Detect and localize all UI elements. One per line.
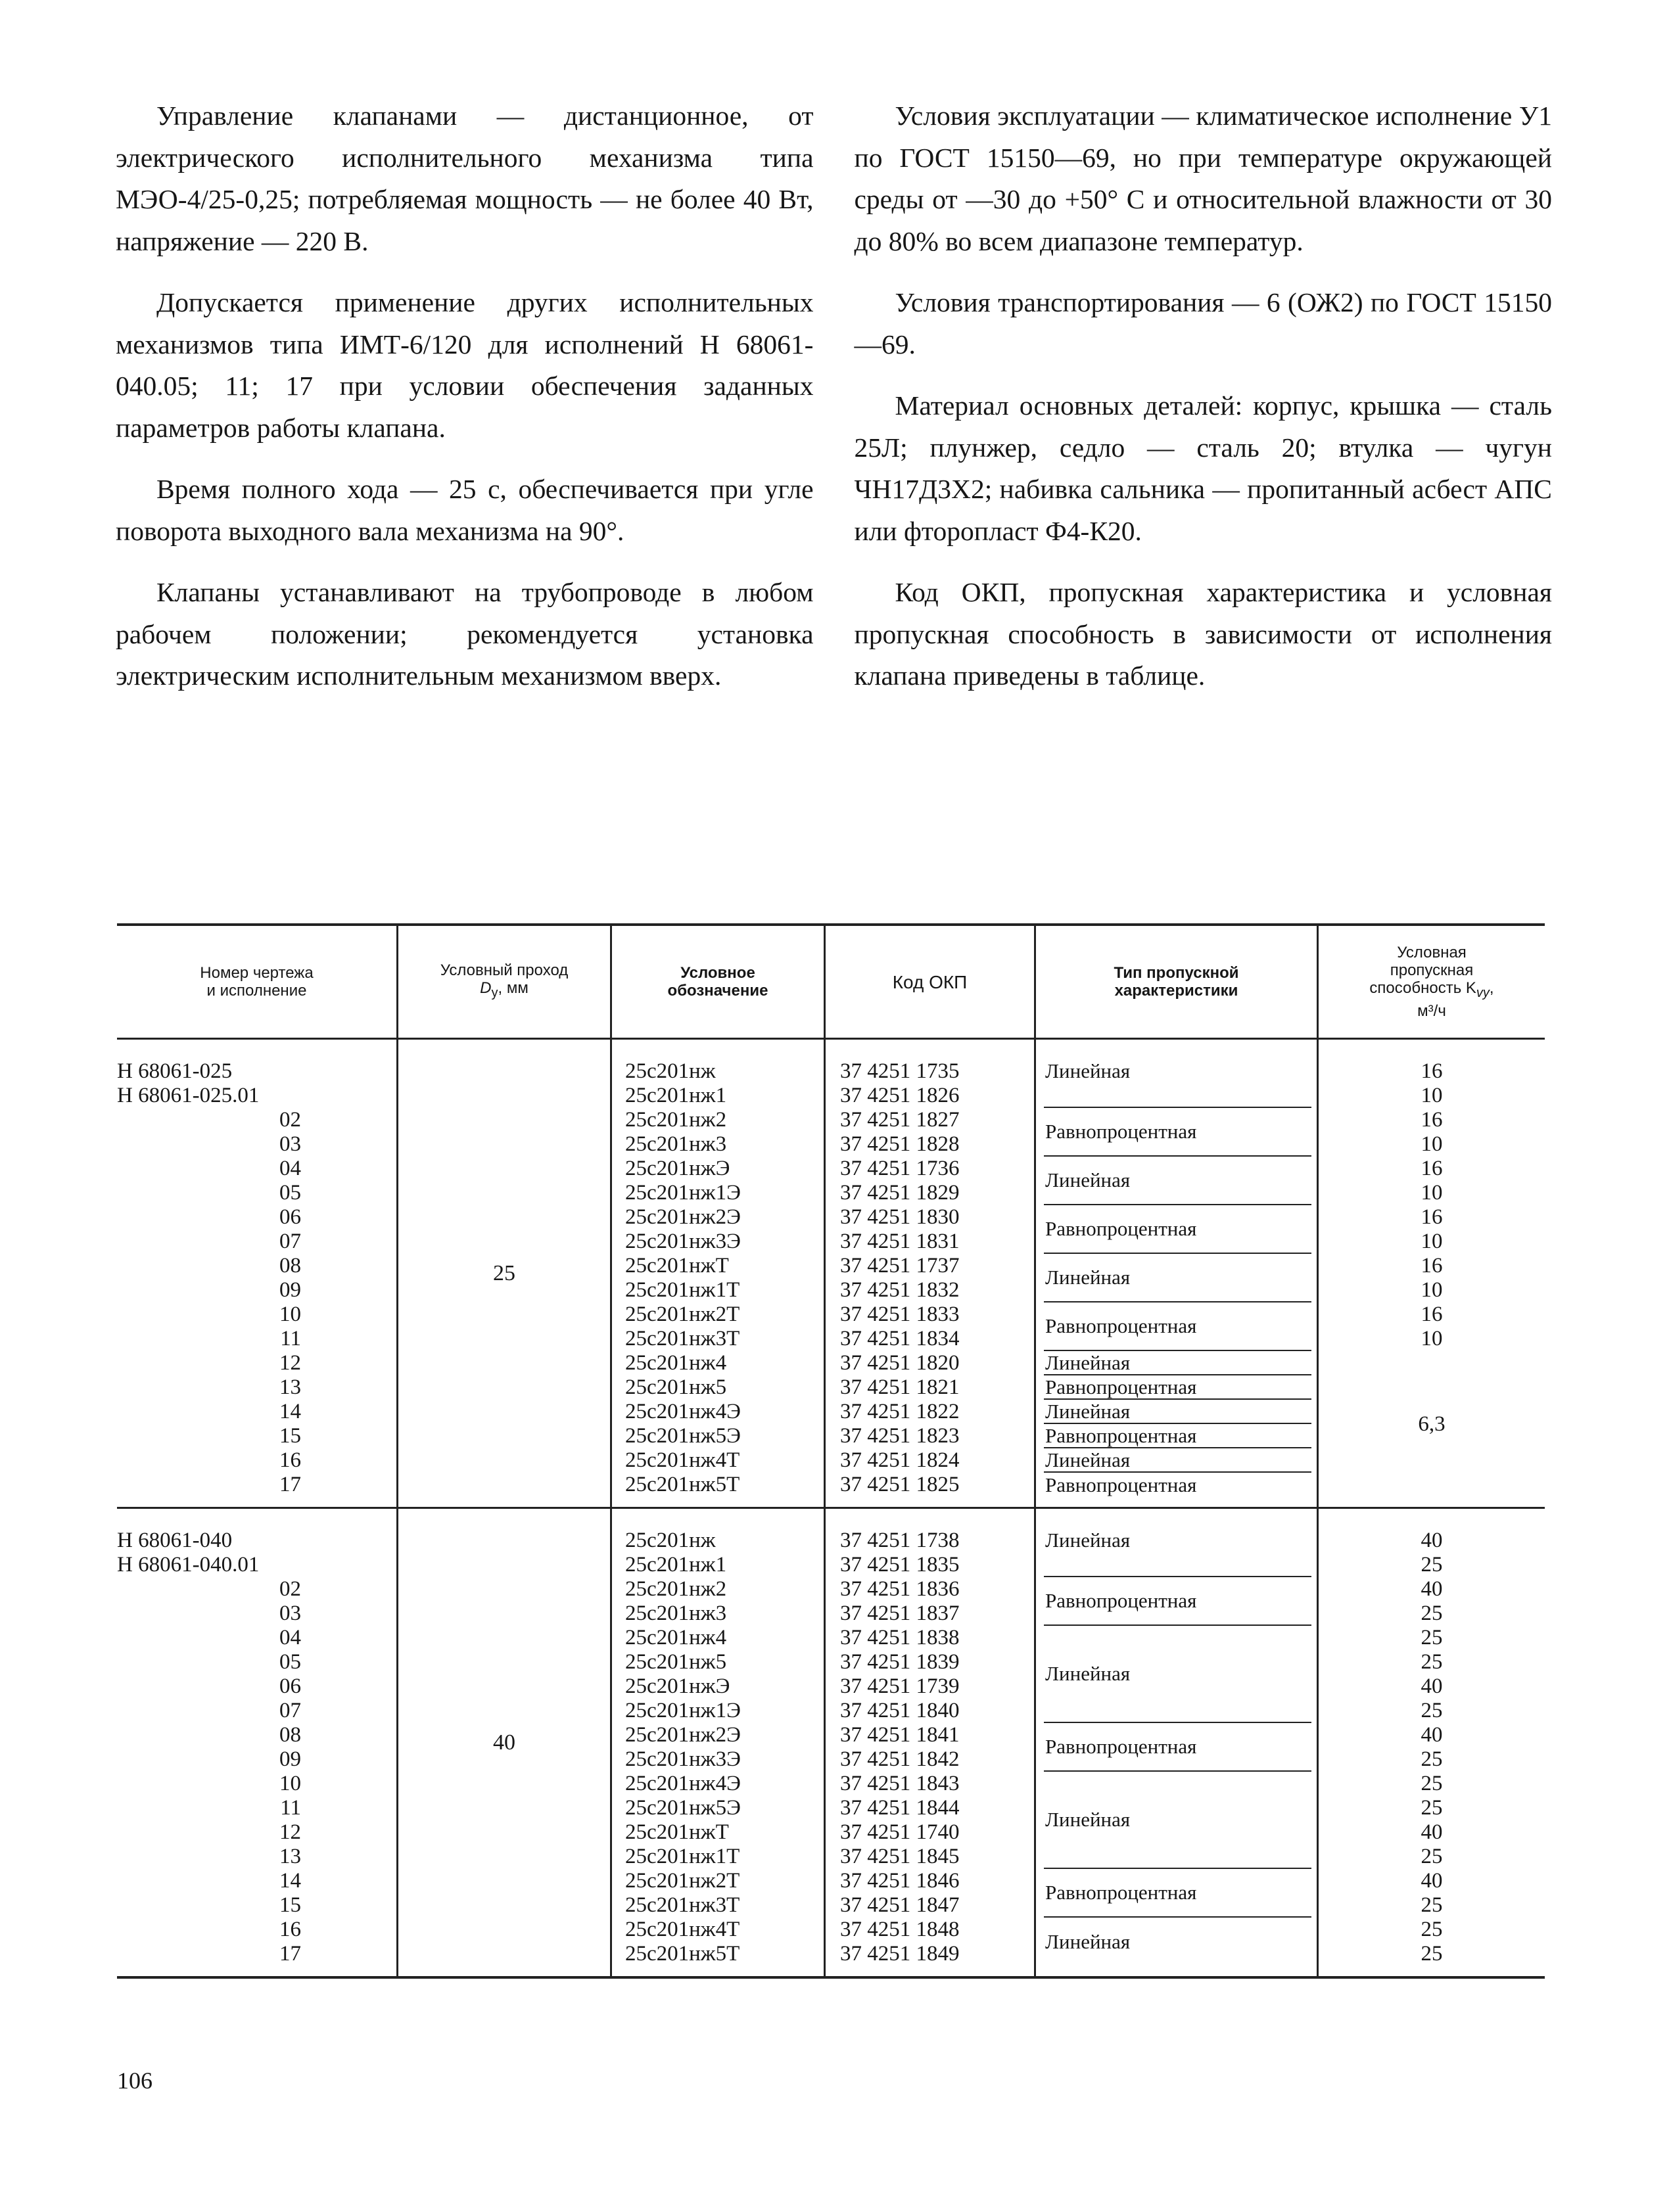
drawing-column: [117, 1509, 396, 1976]
table-cell: 37 4251 1740: [840, 1820, 960, 1844]
body-text: [116, 95, 1552, 717]
characteristic-cell: Равнопроцентная: [1044, 1375, 1311, 1400]
table-cell: 25: [1421, 1942, 1443, 1966]
table-cell: 37 4251 1846: [840, 1869, 960, 1893]
table-cell: 25: [1421, 1601, 1443, 1625]
table-cell: 37 4251 1839: [840, 1650, 960, 1674]
table-cell: 25с201нж2Э: [625, 1723, 741, 1747]
table-cell: 25с201нж2Т: [625, 1869, 740, 1893]
table-group-dn25: [117, 1040, 1545, 1507]
designation-column: [610, 1040, 824, 1507]
okp-column: [824, 1509, 1034, 1976]
table-cell: 25с201нж2: [625, 1108, 727, 1132]
table-cell: 25с201нж5: [625, 1375, 727, 1399]
table-cell: 02: [279, 1577, 301, 1601]
table-cell: 10: [279, 1772, 301, 1795]
table-cell: 25: [1421, 1747, 1443, 1771]
table-cell: 15: [279, 1424, 301, 1448]
table-cell: 37 4251 1848: [840, 1918, 960, 1941]
table-cell: 25с201нж5Т: [625, 1473, 740, 1496]
characteristic-cell: Линейная: [1044, 1351, 1311, 1375]
table-cell: 40: [1421, 1723, 1443, 1747]
table-cell: 09: [279, 1278, 301, 1302]
table-cell: 16: [1421, 1157, 1443, 1180]
table-cell: 07: [279, 1230, 301, 1253]
table-cell: 11: [280, 1796, 301, 1820]
table-cell: 11: [280, 1327, 301, 1350]
right-column: [855, 95, 1553, 717]
paragraph: Код ОКП, пропускная характеристика и условная пропускная способность в зависимости от исполнения клапана приведены в таблице.: [854, 577, 1552, 691]
kv-column: [1317, 1040, 1545, 1507]
characteristic-cell: Равнопроцентная: [1044, 1577, 1311, 1626]
header-characteristic: Тип пропускной характеристики: [1034, 926, 1317, 1038]
characteristic-cell: Равнопроцентная: [1044, 1205, 1311, 1254]
table-cell: 25с201нж1Т: [625, 1845, 740, 1868]
table-cell: 40: [1421, 1674, 1443, 1698]
table-cell: 37 4251 1735: [840, 1059, 960, 1083]
designation-column: [610, 1509, 824, 1976]
header-dn: Условный проход $D_у$, мм: [396, 926, 610, 1038]
paragraph: Условия транспортирования — 6 (ОЖ2) по ГОСТ 15150—69.: [854, 287, 1552, 359]
header-kv: Условная пропускная способность $K_{vy}$, м³/ч: [1317, 926, 1545, 1038]
table-group-dn40: [117, 1507, 1545, 1976]
table-cell: Н 68061-025: [117, 1059, 233, 1083]
paragraph: Допускается применение других исполнительных механизмов типа ИМТ-6/120 для исполнений Н 68061-040.05; 11; 17 при условии обеспечения заданных параметров работы клапана.: [116, 287, 814, 443]
kv-column: [1317, 1509, 1545, 1976]
characteristic-cell: Равнопроцентная: [1044, 1869, 1311, 1918]
paragraph: Управление клапанами — дистанционное, от электрического исполнительного механизма типа МЭО-4/25-0,25; потребляемая мощность — не более 40 Вт, напряжение — 220 В.: [116, 101, 814, 256]
table-cell: 25с201нж2Э: [625, 1205, 741, 1229]
table-cell: 13: [279, 1845, 301, 1868]
paragraph: Клапаны устанавливают на трубопроводе в любом рабочем положении; рекомендуется установка электрическим исполнительным механизмом вверх.: [116, 577, 814, 691]
characteristic-cell: Линейная: [1044, 1059, 1311, 1108]
table-cell: 37 4251 1845: [840, 1845, 960, 1868]
table-cell: 25с201нж1Э: [625, 1699, 741, 1722]
table-cell: 37 4251 1844: [840, 1796, 960, 1820]
table-cell: 25с201нж3Э: [625, 1747, 741, 1771]
table-cell: 37 4251 1834: [840, 1327, 960, 1350]
dn-cell: [396, 1040, 610, 1507]
table-cell: 25с201нж5Э: [625, 1424, 741, 1448]
table-cell: Н 68061-040.01: [117, 1553, 260, 1577]
paragraph: Условия эксплуатации — климатическое исполнение У1 по ГОСТ 15150—69, но при температуре окружающей среды от —30 до +50° С и относительной влажности от 30 до 80% во всем диапазоне температур.: [854, 101, 1552, 256]
table-cell: 25с201нжЭ: [625, 1674, 730, 1698]
table-cell: 05: [279, 1650, 301, 1674]
table-cell: 37 4251 1737: [840, 1254, 960, 1278]
table-cell: 06: [279, 1674, 301, 1698]
table-cell: 05: [279, 1181, 301, 1205]
table-cell: 37 4251 1849: [840, 1942, 960, 1966]
characteristic-cell: Линейная: [1044, 1157, 1311, 1205]
table-cell: 25с201нж1Т: [625, 1278, 740, 1302]
table-cell: 08: [279, 1723, 301, 1747]
table-cell: 37 4251 1826: [840, 1084, 960, 1107]
left-column: [116, 95, 814, 717]
table-cell: 08: [279, 1254, 301, 1278]
table-cell: 37 4251 1831: [840, 1230, 960, 1253]
page-number: 106: [117, 2067, 153, 2094]
characteristic-cell: Равнопроцентная: [1045, 1473, 1197, 1496]
table-cell: 25с201нж1Э: [625, 1181, 741, 1205]
table-cell: 25: [1421, 1699, 1443, 1722]
table-cell: 37 4251 1829: [840, 1181, 960, 1205]
table-cell: 10: [1421, 1278, 1443, 1302]
table-cell: 25с201нж1: [625, 1553, 727, 1577]
table-cell: 15: [279, 1893, 301, 1917]
table-cell: 25с201нж2Т: [625, 1302, 740, 1326]
table-cell: 03: [279, 1601, 301, 1625]
table-cell: 03: [279, 1132, 301, 1156]
table-cell: 25с201нж: [625, 1529, 716, 1552]
table-cell: 16: [1421, 1205, 1443, 1229]
table-cell: 40: [1421, 1820, 1443, 1844]
paragraph: Материал основных деталей: корпус, крышка — сталь 25Л; плунжер, седло — сталь 20; втулка — чугун ЧН17Д3Х2; набивка сальника — пропитанный асбест АПС или фторопласт Ф4-К20.: [854, 390, 1552, 546]
dn-cell: [396, 1509, 610, 1976]
table-cell: 25: [1421, 1772, 1443, 1795]
characteristic-cell: Равнопроцентная: [1044, 1723, 1311, 1772]
characteristic-cell: Линейная: [1044, 1448, 1311, 1473]
table-cell: 16: [1421, 1302, 1443, 1326]
table-cell: 37 4251 1821: [840, 1375, 960, 1399]
table-cell: Н 68061-040: [117, 1529, 233, 1552]
table-cell: 14: [279, 1400, 301, 1423]
table-cell: 37 4251 1833: [840, 1302, 960, 1326]
table-cell: 37 4251 1847: [840, 1893, 960, 1917]
table-cell: 17: [279, 1942, 301, 1966]
table-cell: 25с201нжЭ: [625, 1157, 730, 1180]
table-cell: 14: [279, 1869, 301, 1893]
table-cell: 25: [1421, 1893, 1443, 1917]
table-cell: 25с201нжТ: [625, 1254, 729, 1278]
characteristic-cell: Линейная: [1044, 1772, 1311, 1869]
table-cell: 25с201нж4Т: [625, 1918, 740, 1941]
dn-value: 25: [493, 1260, 515, 1285]
table-cell: 25: [1421, 1796, 1443, 1820]
table-cell: 16: [279, 1918, 301, 1941]
table-cell: 10: [279, 1302, 301, 1326]
table-cell: 37 4251 1828: [840, 1132, 960, 1156]
table-cell: 12: [279, 1820, 301, 1844]
table-cell: 10: [1421, 1084, 1443, 1107]
table-cell: 37 4251 1820: [840, 1351, 960, 1375]
table-cell: 25с201нж3: [625, 1601, 727, 1625]
table-cell: 37 4251 1825: [840, 1473, 960, 1496]
characteristic-cell: Равнопроцентная: [1044, 1424, 1311, 1448]
table-cell: 10: [1421, 1327, 1443, 1350]
characteristic-column: [1034, 1040, 1317, 1507]
table-cell: 37 4251 1832: [840, 1278, 960, 1302]
characteristic-cell: Линейная: [1044, 1254, 1311, 1302]
table-cell: 37 4251 1836: [840, 1577, 960, 1601]
characteristic-cell: Линейная: [1044, 1400, 1311, 1424]
table-cell: 16: [1421, 1254, 1443, 1278]
table-cell: 25: [1421, 1626, 1443, 1649]
table-cell: 10: [1421, 1132, 1443, 1156]
table-cell: 10: [1421, 1181, 1443, 1205]
table-cell: 25: [1421, 1845, 1443, 1868]
valve-table: [117, 923, 1545, 1979]
table-cell: 37 4251 1822: [840, 1400, 960, 1423]
characteristic-cell: Равнопроцентная: [1044, 1108, 1311, 1157]
drawing-column: [117, 1040, 396, 1507]
table-cell: 40: [1421, 1577, 1443, 1601]
table-cell: 25с201нж4: [625, 1351, 727, 1375]
header-designation: Условное обозначение: [610, 926, 824, 1038]
table-cell: 37 4251 1841: [840, 1723, 960, 1747]
table-cell: 09: [279, 1747, 301, 1771]
table-cell: 25с201нж4: [625, 1626, 727, 1649]
table-cell: 25с201нж1: [625, 1084, 727, 1107]
table-cell: 25с201нж3: [625, 1132, 727, 1156]
table-cell: 04: [279, 1157, 301, 1180]
table-cell: 25с201нж3Э: [625, 1230, 741, 1253]
table-cell: 10: [1421, 1230, 1443, 1253]
header-okp: Код ОКП: [824, 926, 1034, 1038]
table-cell: 25с201нж: [625, 1059, 716, 1083]
table-cell: 37 4251 1824: [840, 1448, 960, 1472]
table-cell: 07: [279, 1699, 301, 1722]
table-cell: 04: [279, 1626, 301, 1649]
table-cell: 40: [1421, 1529, 1443, 1552]
table-cell: 06: [279, 1205, 301, 1229]
table-cell: Н 68061-025.01: [117, 1084, 260, 1107]
table-cell: 17: [279, 1473, 301, 1496]
table-cell: 25с201нж2: [625, 1577, 727, 1601]
table-cell: 37 4251 1739: [840, 1674, 960, 1698]
characteristic-cell: Линейная: [1044, 1529, 1311, 1577]
table-cell: 13: [279, 1375, 301, 1399]
table-cell: 37 4251 1738: [840, 1529, 960, 1552]
table-cell: 37 4251 1842: [840, 1747, 960, 1771]
table-cell: 25: [1421, 1918, 1443, 1941]
table-cell: 12: [279, 1351, 301, 1375]
table-cell: 37 4251 1840: [840, 1699, 960, 1722]
table-cell: 25с201нж5Т: [625, 1942, 740, 1966]
table-cell: 37 4251 1823: [840, 1424, 960, 1448]
table-cell: 25с201нж5: [625, 1650, 727, 1674]
kv-merged-cell: 6,3: [1418, 1412, 1446, 1436]
table-cell: 37 4251 1827: [840, 1108, 960, 1132]
table-cell: 37 4251 1830: [840, 1205, 960, 1229]
table-cell: 16: [1421, 1108, 1443, 1132]
characteristic-cell: Линейная: [1045, 1930, 1131, 1953]
characteristic-column: [1034, 1509, 1317, 1976]
header-drawing: Номер чертежа и исполнение: [200, 964, 314, 1000]
table-cell: 16: [1421, 1059, 1443, 1083]
table-cell: 37 4251 1835: [840, 1553, 960, 1577]
table-cell: 37 4251 1838: [840, 1626, 960, 1649]
table-cell: 37 4251 1736: [840, 1157, 960, 1180]
table-cell: 25с201нж3Т: [625, 1893, 740, 1917]
table-cell: 25с201нж3Т: [625, 1327, 740, 1350]
table-cell: 37 4251 1843: [840, 1772, 960, 1795]
characteristic-cell: Равнопроцентная: [1044, 1302, 1311, 1351]
table-cell: 40: [1421, 1869, 1443, 1893]
table-cell: 25с201нж5Э: [625, 1796, 741, 1820]
table-cell: 25: [1421, 1650, 1443, 1674]
table-cell: 25с201нж4Э: [625, 1772, 741, 1795]
characteristic-cell: Линейная: [1044, 1626, 1311, 1723]
dn-value: 40: [493, 1730, 515, 1755]
table-cell: 25: [1421, 1553, 1443, 1577]
okp-column: [824, 1040, 1034, 1507]
table-cell: 37 4251 1837: [840, 1601, 960, 1625]
table-cell: 25с201нж4Т: [625, 1448, 740, 1472]
table-cell: 02: [279, 1108, 301, 1132]
paragraph: Время полного хода — 25 с, обеспечивается при угле поворота выходного вала механизма на 90°.: [116, 474, 814, 546]
table-cell: 25с201нж4Э: [625, 1400, 741, 1423]
table-header: [117, 926, 1545, 1040]
table-cell: 16: [279, 1448, 301, 1472]
table-cell: 25с201нжТ: [625, 1820, 729, 1844]
